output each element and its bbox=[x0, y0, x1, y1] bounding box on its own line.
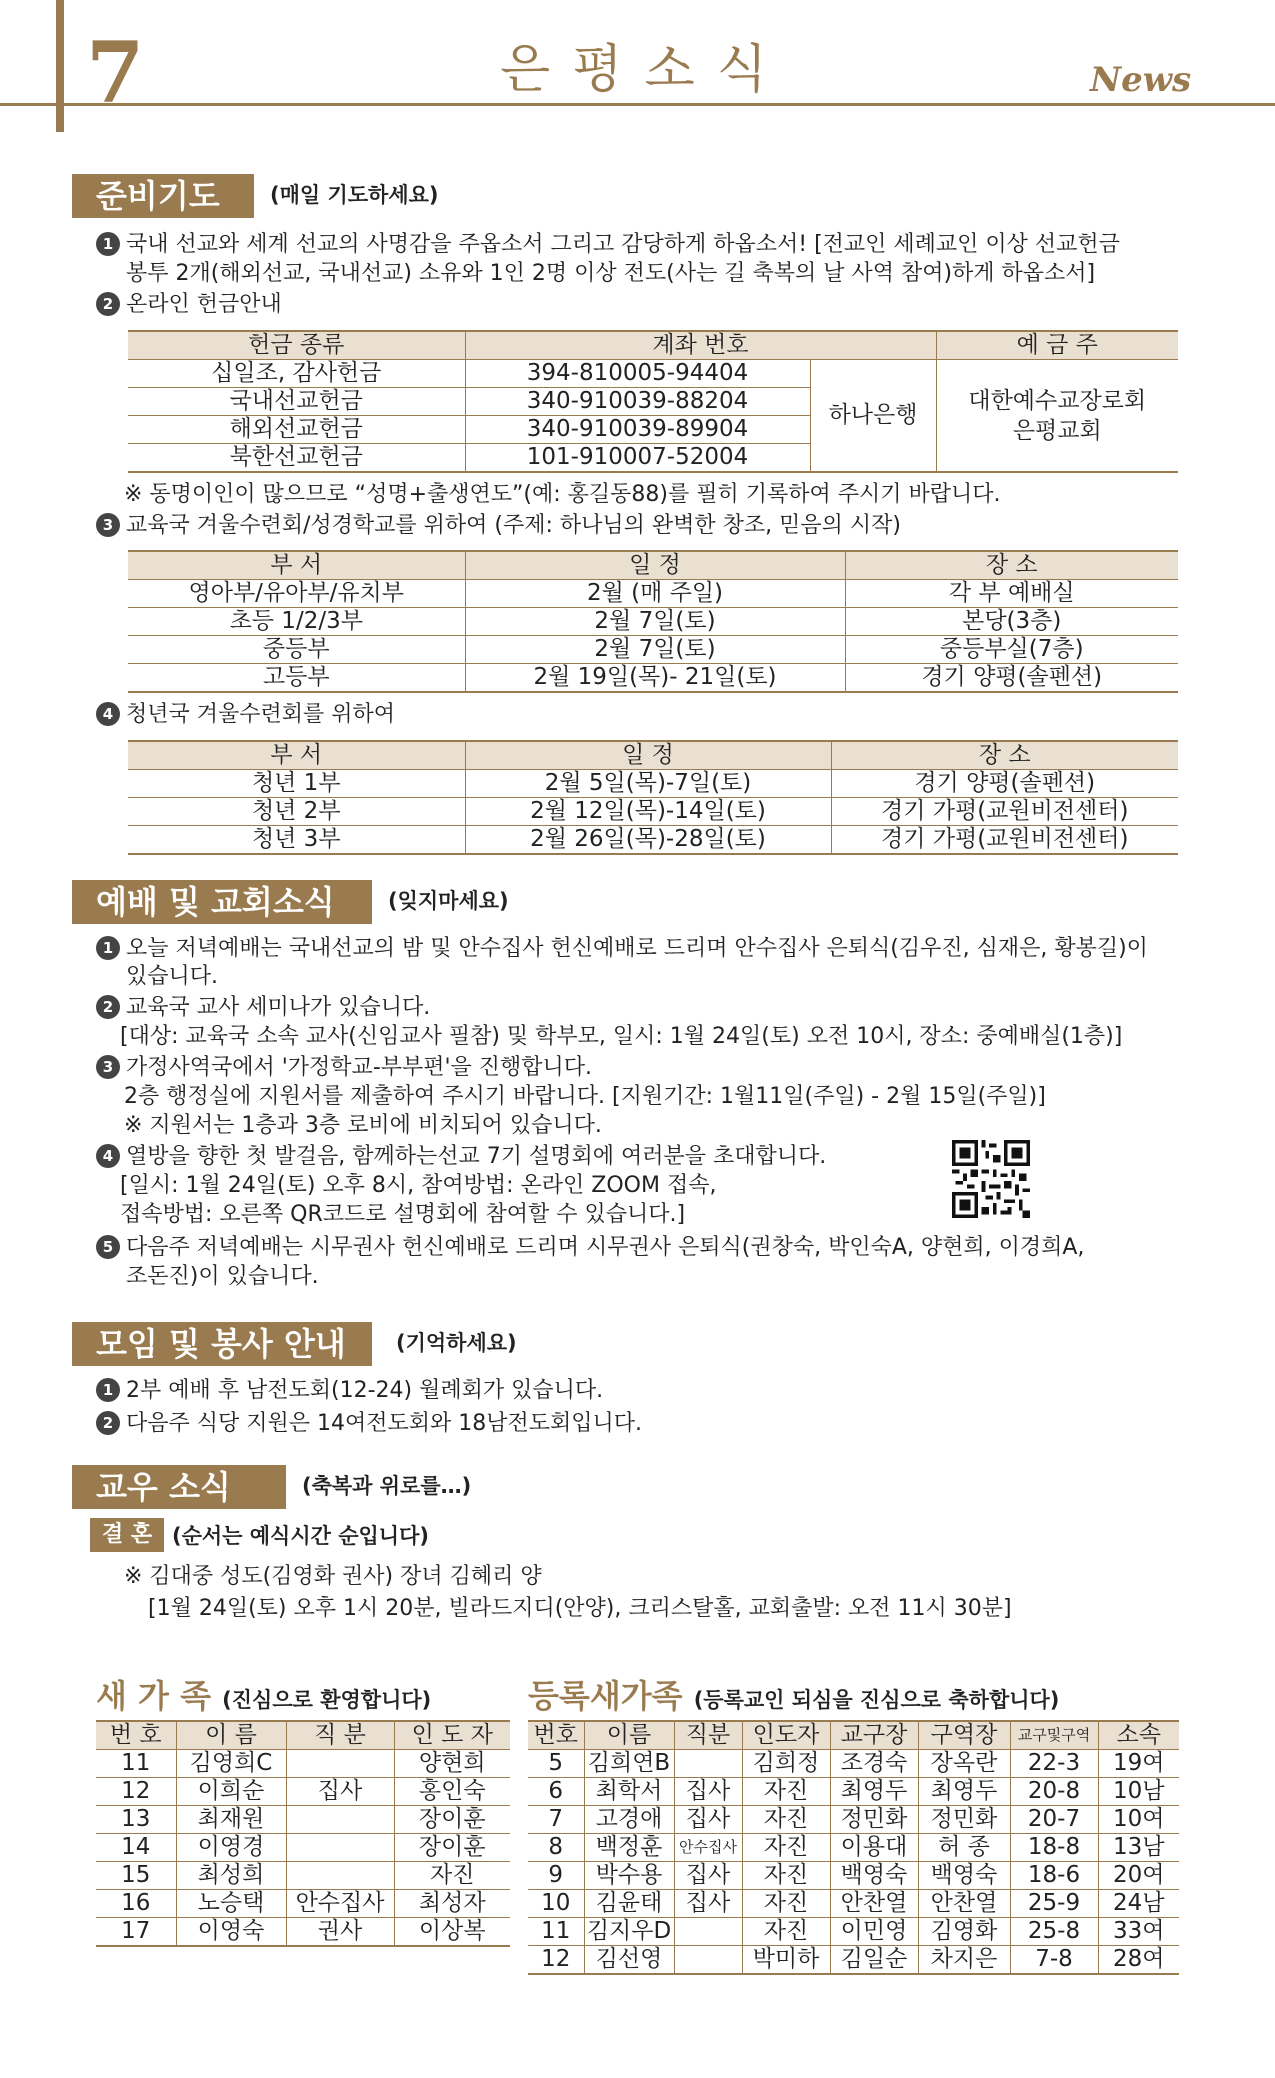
table-row bbox=[128, 580, 1178, 608]
table-cell: 최영두 bbox=[830, 1778, 918, 1806]
table-cell: 25-8 bbox=[1010, 1918, 1098, 1946]
section-subtitle-members: (축복과 위로를…) bbox=[302, 1474, 472, 1498]
table-cell: 28여 bbox=[1098, 1946, 1179, 1975]
news-label: News bbox=[1090, 60, 1192, 100]
table-cell: 최재원 bbox=[176, 1806, 286, 1834]
table-cell: 9 bbox=[528, 1862, 584, 1890]
offering-header-account: 계좌 번호 bbox=[465, 331, 936, 360]
table-cell: 2월 26일(목)-28일(토) bbox=[465, 826, 831, 855]
prayer-item-4: 4 청년국 겨울수련회를 위하여 bbox=[96, 700, 395, 730]
table-row bbox=[528, 1946, 1179, 1975]
table-cell: 소속 bbox=[1098, 1721, 1179, 1750]
table-cell: 교구장 bbox=[830, 1721, 918, 1750]
table-cell: 권사 bbox=[286, 1918, 394, 1947]
table-cell: 394-810005-94404 bbox=[465, 360, 810, 388]
table-cell: 장 소 bbox=[831, 741, 1178, 770]
table-cell: 이 름 bbox=[176, 1721, 286, 1750]
table-cell: 12 bbox=[528, 1946, 584, 1975]
bullet-1-icon: 1 bbox=[96, 936, 120, 960]
table-cell: 최성자 bbox=[394, 1890, 510, 1918]
table-cell: 집사 bbox=[674, 1862, 742, 1890]
bullet-1-icon: 1 bbox=[96, 1378, 120, 1402]
table-cell: 집사 bbox=[674, 1890, 742, 1918]
table-cell: 7-8 bbox=[1010, 1946, 1098, 1975]
table-cell: 101-910007-52004 bbox=[465, 444, 810, 473]
table-cell: 북한선교헌금 bbox=[128, 444, 465, 473]
table-cell: 자진 bbox=[742, 1778, 830, 1806]
table-cell: 십일조, 감사헌금 bbox=[128, 360, 465, 388]
bullet-1-icon: 1 bbox=[96, 232, 120, 256]
table-cell: 이용대 bbox=[830, 1834, 918, 1862]
table-cell: 19여 bbox=[1098, 1750, 1179, 1778]
table-row bbox=[128, 826, 1178, 855]
offering-holder: 대한예수교장로회 은평교회 bbox=[936, 360, 1178, 473]
table-cell: 자진 bbox=[394, 1862, 510, 1890]
table-cell: 집사 bbox=[674, 1778, 742, 1806]
table-cell: 자진 bbox=[742, 1890, 830, 1918]
header-accent-bar bbox=[56, 0, 64, 132]
table-row bbox=[96, 1834, 510, 1862]
table-cell: 이영숙 bbox=[176, 1918, 286, 1947]
worship-item-1-cont: 있습니다. bbox=[126, 964, 219, 989]
table-cell: 정민화 bbox=[830, 1806, 918, 1834]
table-cell: 경기 양평(솔펜션) bbox=[845, 664, 1178, 693]
table-cell: 김윤태 bbox=[584, 1890, 674, 1918]
table-cell: 일 정 bbox=[465, 551, 845, 580]
table-cell: 번호 bbox=[528, 1721, 584, 1750]
table-cell: 안찬열 bbox=[830, 1890, 918, 1918]
table-cell: 박미하 bbox=[742, 1946, 830, 1975]
table-cell: 국내선교헌금 bbox=[128, 388, 465, 416]
table-cell: 자진 bbox=[742, 1806, 830, 1834]
table-cell: 최성희 bbox=[176, 1862, 286, 1890]
table-cell: 13 bbox=[96, 1806, 176, 1834]
table-row bbox=[96, 1890, 510, 1918]
table-cell: 2월 12일(목)-14일(토) bbox=[465, 798, 831, 826]
table-cell: 집사 bbox=[286, 1778, 394, 1806]
table-cell bbox=[674, 1946, 742, 1975]
table-cell: 직 분 bbox=[286, 1721, 394, 1750]
worship-item-4-cont: [일시: 1월 24일(토) 오후 8시, 참여방법: 온라인 ZOOM 접속, bbox=[120, 1173, 717, 1198]
table-cell: 13남 bbox=[1098, 1834, 1179, 1862]
table-cell: 20-7 bbox=[1010, 1806, 1098, 1834]
bullet-3-icon: 3 bbox=[96, 1055, 120, 1079]
table-cell: 경기 가평(교원비전센터) bbox=[831, 798, 1178, 826]
table-cell: 11 bbox=[96, 1750, 176, 1778]
worship-item-3-note: ※ 지원서는 1층과 3층 로비에 비치되어 있습니다. bbox=[124, 1113, 602, 1138]
education-table bbox=[128, 550, 1178, 693]
table-cell: 김선영 bbox=[584, 1946, 674, 1975]
wedding-subtitle: (순서는 예식시간 순입니다) bbox=[172, 1524, 429, 1548]
table-cell: 초등 1/2/3부 bbox=[128, 608, 465, 636]
bullet-3-icon: 3 bbox=[96, 513, 120, 537]
table-cell bbox=[286, 1862, 394, 1890]
service-item-2: 2 다음주 식당 지원은 14여전도회와 18남전도회입니다. bbox=[96, 1409, 642, 1439]
table-cell: 박수용 bbox=[584, 1862, 674, 1890]
table-row bbox=[128, 636, 1178, 664]
table-cell: 6 bbox=[528, 1778, 584, 1806]
worship-item-4-cont2: 접속방법: 오른쪽 QR코드로 설명회에 참여할 수 있습니다.] bbox=[120, 1202, 686, 1227]
table-row bbox=[96, 1806, 510, 1834]
registered-family-table bbox=[528, 1720, 1179, 1975]
table-row bbox=[528, 1862, 1179, 1890]
section-title-prayer: 준비기도 bbox=[72, 174, 254, 218]
section-title-members: 교우 소식 bbox=[72, 1465, 286, 1509]
table-cell: 2월 7일(토) bbox=[465, 636, 845, 664]
offering-bank: 하나은행 bbox=[810, 360, 936, 473]
table-cell: 33여 bbox=[1098, 1918, 1179, 1946]
table-cell: 15 bbox=[96, 1862, 176, 1890]
table-cell: 22-3 bbox=[1010, 1750, 1098, 1778]
table-cell: 24남 bbox=[1098, 1890, 1179, 1918]
table-cell: 2월 (매 주일) bbox=[465, 580, 845, 608]
table-cell: 청년 1부 bbox=[128, 770, 465, 798]
table-cell: 고경애 bbox=[584, 1806, 674, 1834]
table-row bbox=[128, 360, 1178, 388]
table-cell: 김희정 bbox=[742, 1750, 830, 1778]
prayer-item-1-cont: 봉투 2개(해외선교, 국내선교) 소유와 1인 2명 이상 전도(사는 길 축복의 날 사역 참여)하게 하옵소서] bbox=[126, 261, 1096, 286]
table-row bbox=[128, 770, 1178, 798]
table-cell: 7 bbox=[528, 1806, 584, 1834]
table-cell: 각 부 예배실 bbox=[845, 580, 1178, 608]
table-cell: 김일순 bbox=[830, 1946, 918, 1975]
table-cell: 8 bbox=[528, 1834, 584, 1862]
table-row bbox=[96, 1750, 510, 1778]
table-cell: 장이훈 bbox=[394, 1806, 510, 1834]
worship-item-4: 4 열방을 향한 첫 발걸음, 함께하는선교 7기 설명회에 여러분을 초대합니다. bbox=[96, 1142, 826, 1172]
table-cell: 백영숙 bbox=[918, 1862, 1010, 1890]
worship-item-2: 2 교육국 교사 세미나가 있습니다. bbox=[96, 993, 430, 1023]
new-family-heading: 새 가 족 (진심으로 환영합니다) bbox=[96, 1677, 432, 1715]
table-cell: 영아부/유아부/유치부 bbox=[128, 580, 465, 608]
youth-table bbox=[128, 740, 1178, 855]
table-cell: 20-8 bbox=[1010, 1778, 1098, 1806]
table-cell: 경기 양평(솔펜션) bbox=[831, 770, 1178, 798]
table-cell: 이영경 bbox=[176, 1834, 286, 1862]
offering-header-holder: 예 금 주 bbox=[936, 331, 1178, 360]
table-cell: 정민화 bbox=[918, 1806, 1010, 1834]
table-cell: 11 bbox=[528, 1918, 584, 1946]
table-cell: 340-910039-88204 bbox=[465, 388, 810, 416]
table-cell: 안수집사 bbox=[286, 1890, 394, 1918]
table-cell: 자진 bbox=[742, 1918, 830, 1946]
table-row bbox=[128, 798, 1178, 826]
bullet-2-icon: 2 bbox=[96, 1411, 120, 1435]
table-cell bbox=[286, 1750, 394, 1778]
section-subtitle-prayer: (매일 기도하세요) bbox=[270, 183, 439, 207]
service-item-1: 1 2부 예배 후 남전도회(12-24) 월례회가 있습니다. bbox=[96, 1376, 603, 1406]
table-row bbox=[528, 1890, 1179, 1918]
table-cell: 17 bbox=[96, 1918, 176, 1947]
table-cell: 경기 가평(교원비전센터) bbox=[831, 826, 1178, 855]
table-cell: 이름 bbox=[584, 1721, 674, 1750]
table-cell: 16 bbox=[96, 1890, 176, 1918]
offering-table bbox=[128, 330, 1178, 473]
table-cell: 장 소 bbox=[845, 551, 1178, 580]
table-cell: 20여 bbox=[1098, 1862, 1179, 1890]
worship-item-2-cont: [대상: 교육국 소속 교사(신임교사 필참) 및 학부모, 일시: 1월 24일(토) 오전 10시, 장소: 중예배실(1층)] bbox=[120, 1024, 1123, 1049]
table-cell: 안찬열 bbox=[918, 1890, 1010, 1918]
table-cell: 10여 bbox=[1098, 1806, 1179, 1834]
table-cell: 고등부 bbox=[128, 664, 465, 693]
table-cell: 김영화 bbox=[918, 1918, 1010, 1946]
bullet-2-icon: 2 bbox=[96, 292, 120, 316]
table-cell: 허 종 bbox=[918, 1834, 1010, 1862]
table-cell: 최영두 bbox=[918, 1778, 1010, 1806]
table-cell bbox=[286, 1834, 394, 1862]
section-title-worship: 예배 및 교회소식 bbox=[72, 880, 372, 924]
table-cell: 자진 bbox=[742, 1862, 830, 1890]
offering-note: ※ 동명이인이 많으므로 “성명+출생연도”(예: 홍길동88)를 필히 기록하여 주시기 바랍니다. bbox=[124, 482, 1001, 507]
worship-item-5-cont: 조돈진)이 있습니다. bbox=[126, 1264, 319, 1289]
table-cell: 340-910039-89904 bbox=[465, 416, 810, 444]
table-cell: 양현희 bbox=[394, 1750, 510, 1778]
table-cell: 인도자 bbox=[742, 1721, 830, 1750]
table-row bbox=[96, 1918, 510, 1947]
table-cell: 이상복 bbox=[394, 1918, 510, 1947]
table-cell: 홍인숙 bbox=[394, 1778, 510, 1806]
bullet-2-icon: 2 bbox=[96, 995, 120, 1019]
table-cell: 중등부실(7층) bbox=[845, 636, 1178, 664]
table-cell: 백영숙 bbox=[830, 1862, 918, 1890]
table-cell bbox=[286, 1806, 394, 1834]
table-cell: 2월 5일(목)-7일(토) bbox=[465, 770, 831, 798]
table-cell: 교구및구역 bbox=[1010, 1721, 1098, 1750]
page-title: 은평소식 bbox=[500, 40, 789, 100]
table-cell: 백정훈 bbox=[584, 1834, 674, 1862]
worship-item-3-cont: 2층 행정실에 지원서를 제출하여 주시기 바랍니다. [지원기간: 1월11일(주일) - 2월 15일(주일)] bbox=[124, 1084, 1046, 1109]
section-title-service: 모임 및 봉사 안내 bbox=[72, 1322, 372, 1366]
registered-family-heading: 등록새가족 (등록교인 되심을 진심으로 축하합니다) bbox=[528, 1677, 1060, 1715]
table-cell: 차지은 bbox=[918, 1946, 1010, 1975]
worship-item-1: 1 오늘 저녁예배는 국내선교의 밤 및 안수집사 헌신예배로 드리며 안수집사 은퇴식(김우진, 심재은, 황봉길)이 bbox=[96, 934, 1148, 964]
table-row bbox=[528, 1806, 1179, 1834]
table-cell: 부 서 bbox=[128, 741, 465, 770]
qr-code-icon[interactable] bbox=[952, 1140, 1030, 1218]
table-row bbox=[528, 1918, 1179, 1946]
table-cell: 부 서 bbox=[128, 551, 465, 580]
table-cell: 장옥란 bbox=[918, 1750, 1010, 1778]
table-row bbox=[128, 664, 1178, 693]
table-cell: 직분 bbox=[674, 1721, 742, 1750]
bullet-4-icon: 4 bbox=[96, 1144, 120, 1168]
wedding-line-2: [1월 24일(토) 오후 1시 20분, 빌라드지디(안양), 크리스탈홀, 교회출발: 오전 11시 30분] bbox=[148, 1596, 1012, 1621]
table-cell: 중등부 bbox=[128, 636, 465, 664]
new-family-table bbox=[96, 1720, 510, 1947]
table-cell: 일 정 bbox=[465, 741, 831, 770]
prayer-item-2: 2 온라인 헌금안내 bbox=[96, 290, 282, 320]
table-cell: 번 호 bbox=[96, 1721, 176, 1750]
table-cell: 5 bbox=[528, 1750, 584, 1778]
table-cell: 김영희C bbox=[176, 1750, 286, 1778]
table-cell: 김지우D bbox=[584, 1918, 674, 1946]
table-row bbox=[96, 1862, 510, 1890]
table-cell: 14 bbox=[96, 1834, 176, 1862]
table-cell: 18-8 bbox=[1010, 1834, 1098, 1862]
table-cell: 자진 bbox=[742, 1834, 830, 1862]
table-cell: 집사 bbox=[674, 1806, 742, 1834]
wedding-line-1: ※ 김대중 성도(김영화 권사) 장녀 김혜리 양 bbox=[124, 1564, 542, 1589]
table-cell: 2월 7일(토) bbox=[465, 608, 845, 636]
table-cell: 본당(3층) bbox=[845, 608, 1178, 636]
wedding-badge: 결 혼 bbox=[90, 1518, 164, 1552]
bullet-5-icon: 5 bbox=[96, 1235, 120, 1259]
table-cell: 노승택 bbox=[176, 1890, 286, 1918]
table-cell: 12 bbox=[96, 1778, 176, 1806]
section-subtitle-worship: (잊지마세요) bbox=[388, 889, 509, 913]
table-cell: 25-9 bbox=[1010, 1890, 1098, 1918]
table-cell: 10 bbox=[528, 1890, 584, 1918]
table-cell: 구역장 bbox=[918, 1721, 1010, 1750]
table-cell: 10남 bbox=[1098, 1778, 1179, 1806]
page-number: 7 bbox=[86, 23, 145, 122]
prayer-item-3: 3 교육국 겨울수련회/성경학교를 위하여 (주제: 하나님의 완벽한 창조, 믿음의 시작) bbox=[96, 511, 901, 541]
table-cell: 인 도 자 bbox=[394, 1721, 510, 1750]
worship-item-3: 3 가정사역국에서 '가정학교-부부편'을 진행합니다. bbox=[96, 1053, 592, 1083]
bullet-4-icon: 4 bbox=[96, 702, 120, 726]
prayer-item-1: 1 국내 선교와 세계 선교의 사명감을 주옵소서 그리고 감당하게 하옵소서! [전교인 세례교인 이상 선교헌금 bbox=[96, 230, 1120, 260]
table-cell: 청년 2부 bbox=[128, 798, 465, 826]
table-cell: 18-6 bbox=[1010, 1862, 1098, 1890]
table-cell bbox=[674, 1918, 742, 1946]
table-row bbox=[528, 1750, 1179, 1778]
header-divider bbox=[0, 103, 1275, 106]
table-cell: 조경숙 bbox=[830, 1750, 918, 1778]
table-cell: 안수집사 bbox=[674, 1834, 742, 1862]
table-cell: 청년 3부 bbox=[128, 826, 465, 855]
table-row bbox=[128, 608, 1178, 636]
table-cell: 최학서 bbox=[584, 1778, 674, 1806]
table-cell: 2월 19일(목)- 21일(토) bbox=[465, 664, 845, 693]
table-cell: 해외선교헌금 bbox=[128, 416, 465, 444]
table-cell: 김희연B bbox=[584, 1750, 674, 1778]
table-row bbox=[96, 1778, 510, 1806]
table-cell: 이희순 bbox=[176, 1778, 286, 1806]
table-cell: 장이훈 bbox=[394, 1834, 510, 1862]
table-row bbox=[528, 1778, 1179, 1806]
offering-header-type: 헌금 종류 bbox=[128, 331, 465, 360]
table-cell bbox=[674, 1750, 742, 1778]
table-cell: 이민영 bbox=[830, 1918, 918, 1946]
section-subtitle-service: (기억하세요) bbox=[396, 1331, 517, 1355]
worship-item-5: 5 다음주 저녁예배는 시무권사 헌신예배로 드리며 시무권사 은퇴식(권창숙, 박인숙A, 양현희, 이경희A, bbox=[96, 1233, 1084, 1263]
table-row bbox=[528, 1834, 1179, 1862]
